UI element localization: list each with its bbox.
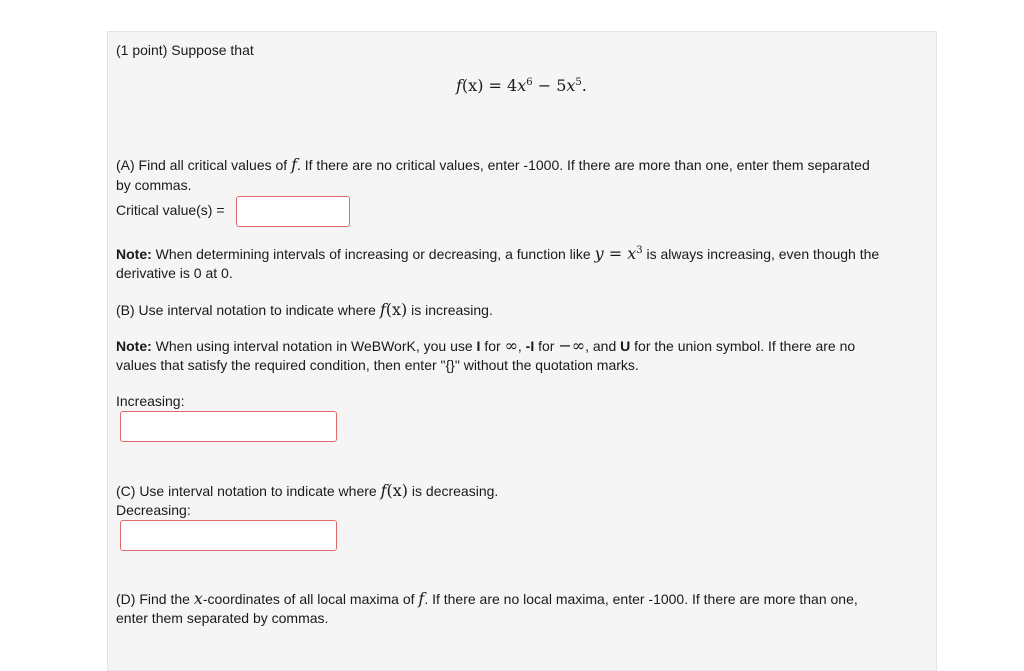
part-d-text-line2: enter them separated by commas. xyxy=(116,610,329,626)
part-c-text xyxy=(116,481,498,500)
note-interval-notation xyxy=(116,336,855,355)
part-a-pre: (A) Find all critical values of xyxy=(116,157,292,173)
func-minus: − 5 xyxy=(532,76,567,95)
part-d-pre: (D) Find the xyxy=(116,591,194,607)
note1-y: y xyxy=(594,244,604,263)
note2-t4: for xyxy=(534,338,559,354)
part-b-post: is increasing. xyxy=(407,302,493,318)
part-c-post: is decreasing. xyxy=(408,483,499,499)
part-a-text-line2: by commas. xyxy=(116,177,192,193)
part-d-x: x xyxy=(193,589,203,608)
function-definition xyxy=(456,76,587,95)
part-a-f: f xyxy=(291,155,297,174)
note2-t1: When using interval notation in WeBWorK, you use xyxy=(151,338,477,354)
func-exp2: 5 xyxy=(575,77,582,88)
note2-label: Note: xyxy=(116,338,152,354)
note-increasing-line2: derivative is 0 at 0. xyxy=(116,265,233,281)
critical-values-label: Critical value(s) = xyxy=(116,202,225,218)
neg-infinity-symbol: −∞ xyxy=(558,336,586,355)
increasing-label: Increasing: xyxy=(116,393,185,409)
note-label: Note: xyxy=(116,246,152,262)
func-exp1: 6 xyxy=(526,77,533,88)
func-x2: x xyxy=(566,76,576,95)
part-b-f: f xyxy=(379,300,386,319)
problem-intro: (1 point) Suppose that xyxy=(116,42,254,58)
decreasing-label: Decreasing: xyxy=(116,502,191,518)
func-x1: x xyxy=(517,76,527,95)
func-end: . xyxy=(581,76,587,95)
part-c-f: f xyxy=(380,481,387,500)
note1-exp: 3 xyxy=(636,245,643,256)
part-d-f: f xyxy=(418,589,425,608)
part-b-text xyxy=(116,300,493,319)
part-d-post: . If there are no local maxima, enter -1000. If there are more than one, xyxy=(424,591,858,607)
note1-pre: When determining intervals of increasing or decreasing, a function like xyxy=(151,246,595,262)
note1-eq: = xyxy=(603,244,628,263)
note-interval-notation-line2: values that satisfy the required condition, then enter "{}" without the quotation marks. xyxy=(116,357,639,373)
note-increasing xyxy=(116,244,879,263)
func-arg: (x) xyxy=(461,76,484,95)
part-a-post: . If there are no critical values, enter -1000. If there are more than one, enter them separated xyxy=(296,157,870,173)
func-eq: = 4 xyxy=(483,76,518,95)
part-d-mid: -coordinates of all local maxima of xyxy=(202,591,419,607)
note1-x: x xyxy=(627,244,637,263)
note2-b3: U xyxy=(620,338,631,354)
note1-post: is always increasing, even though the xyxy=(642,246,880,262)
func-f: f xyxy=(456,76,462,95)
part-b-pre: (B) Use interval notation to indicate where xyxy=(116,302,380,318)
part-a-text xyxy=(116,155,870,174)
note2-t2: for xyxy=(480,338,505,354)
part-d-text xyxy=(116,589,858,608)
decreasing-input[interactable] xyxy=(120,520,337,551)
note2-t6: for the union symbol. If there are no xyxy=(630,338,856,354)
note2-b2: -I xyxy=(525,338,535,354)
note2-t3: , xyxy=(517,338,526,354)
note2-t5: , and xyxy=(585,338,621,354)
increasing-input[interactable] xyxy=(120,411,337,442)
part-c-pre: (C) Use interval notation to indicate where xyxy=(116,483,381,499)
part-b-x: (x) xyxy=(385,300,408,319)
infinity-symbol: ∞ xyxy=(504,336,518,355)
part-c-x: (x) xyxy=(386,481,409,500)
note2-b1: I xyxy=(476,338,481,354)
critical-values-input[interactable] xyxy=(236,196,350,227)
